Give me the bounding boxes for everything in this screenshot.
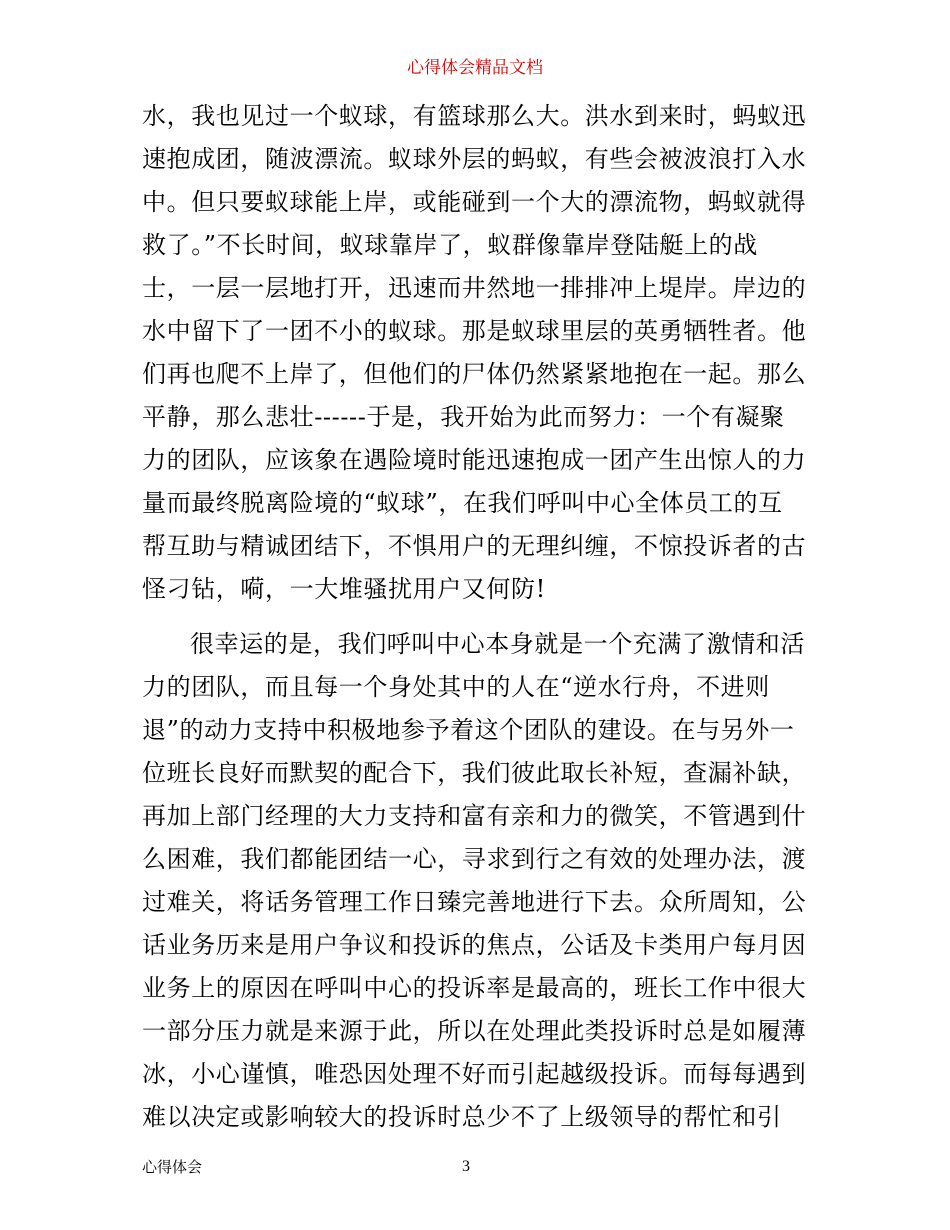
text-line: 中。但只要蚁球能上岸，或能碰到一个大的漂流物，蚂蚁就得 [142,188,807,216]
text-line: 难以决定或影响较大的投诉时总少不了上级领导的帮忙和引 [142,1103,782,1131]
text-line: 们再也爬不上岸了，但他们的尸体仍然紧紧地抱在一起。那么 [142,360,807,388]
text-line: 再加上部门经理的大力支持和富有亲和力的微笑，不管遇到什 [142,802,807,830]
text-line: 退”的动力支持中积极地参予着这个团队的建设。在与另外一 [142,716,795,744]
page-number: 3 [462,1158,470,1175]
page-header-title: 心得体会精品文档 [407,58,543,78]
document-body [142,95,812,1139]
text-line: 量而最终脱离险境的“蚁球”，在我们呼叫中心全体员工的互 [142,489,783,517]
text-line: 业务上的原因在呼叫中心的投诉率是最高的，班长工作中很大 [142,974,807,1002]
text-line: 士，一层一层地打开，迅速而井然地一排排冲上堤岸。岸边的 [142,274,807,302]
text-line: 力的团队，而且每一个身处其中的人在“逆水行舟，不进则 [142,673,770,701]
page-footer [0,1157,950,1177]
text-line: 一部分压力就是来源于此，所以在处理此类投诉时总是如履薄 [142,1017,807,1045]
text-line: 位班长良好而默契的配合下，我们彼此取长补短，查漏补缺， [142,759,807,787]
text-line: 水中留下了一团不小的蚁球。那是蚁球里层的英勇牺牲者。他 [142,317,807,345]
text-line: 救了。”不长时间，蚁球靠岸了，蚁群像靠岸登陆艇上的战 [142,231,758,259]
text-line: 怪刁钻，嗬，一大堆骚扰用户又何防! [142,575,546,603]
text-line: 么困难，我们都能团结一心，寻求到行之有效的处理办法，渡 [142,845,807,873]
text-line: 很幸运的是，我们呼叫中心本身就是一个充满了激情和活 [190,630,805,658]
text-line: 话业务历来是用户争议和投诉的焦点，公话及卡类用户每月因 [142,931,807,959]
text-line: 平静，那么悲壮------于是，我开始为此而努力：一个有凝聚 [142,403,785,431]
text-line: 水，我也见过一个蚁球，有篮球那么大。洪水到来时，蚂蚁迅 [142,102,807,130]
text-line: 过难关，将话务管理工作日臻完善地进行下去。众所周知，公 [142,888,807,916]
paragraph-2 [142,623,812,1139]
paragraph-1 [142,95,812,611]
text-line: 速抱成团，随波漂流。蚁球外层的蚂蚁，有些会被波浪打入水 [142,145,807,173]
paragraph-gap [142,611,812,623]
text-line: 冰，小心谨慎，唯恐因处理不好而引起越级投诉。而每每遇到 [142,1060,807,1088]
text-line: 帮互助与精诚团结下，不惧用户的无理纠缠，不惊投诉者的古 [142,532,807,560]
footer-label: 心得体会 [142,1158,203,1176]
text-line: 力的团队，应该象在遇险境时能迅速抱成一团产生出惊人的力 [142,446,807,474]
